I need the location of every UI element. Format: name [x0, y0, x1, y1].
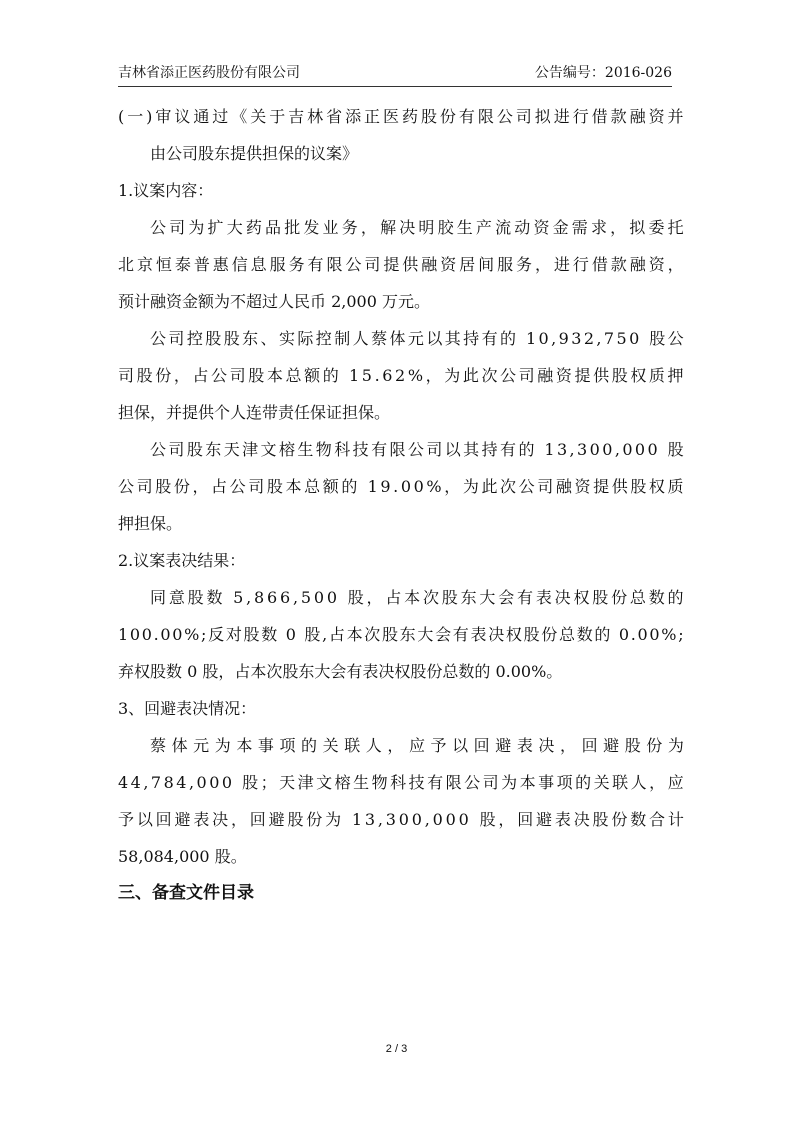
company-name: 吉林省添正医药股份有限公司: [118, 65, 300, 81]
body-text-line: 同 意 股 数 5 , 8 6 6 , 5 0 0 股 ， 占 本 次 股 东 大 会 有 表 决 权 股 份 总 数 的: [150, 588, 684, 607]
body-text-line: 司 股 份 ， 占 公 司 股 本 总 额 的 1 5 . 6 2 % ， 为 此 次 公 司 融 资 提 供 股 权 质 押: [118, 366, 684, 385]
body-text-line: 弃权股数 0 股，占本次股东大会有表决权股份总数的 0.00%。: [118, 662, 563, 681]
body-text-line: 押担保。: [118, 514, 183, 533]
section-heading: 三、备查文件目录: [118, 883, 254, 903]
body-text-line: 1.议案内容：: [118, 181, 214, 200]
body-text-line: 蔡 体 元 为 本 事 项 的 关 联 人 ， 应 予 以 回 避 表 决 ， 回 避 股 份 为: [150, 736, 684, 755]
body-text-line: 1 0 0 . 0 0 % ; 反 对 股 数 0 股 , 占 本 次 股 东 大 会 有 表 决 权 股 份 总 数 的 0 . 0 0 % ;: [118, 625, 684, 644]
body-text-line: 3、回避表决情况：: [118, 699, 257, 718]
body-text-line: 预计融资金额为不超过人民币 2,000 万元。: [118, 292, 430, 311]
notice-number: 公告编号：2016-026: [534, 65, 672, 81]
document-body: [118, 98, 684, 912]
body-text-line: 4 4 , 7 8 4 , 0 0 0 股 ； 天 津 文 榕 生 物 科 技 有 限 公 司 为 本 事 项 的 关 联 人 ， 应: [118, 773, 684, 792]
page-number: 2 / 3: [385, 1043, 408, 1055]
body-text-line: 公 司 股 份 ， 占 公 司 股 本 总 额 的 1 9 . 0 0 % ， 为 此 次 公 司 融 资 提 供 股 权 质: [118, 477, 684, 496]
body-text-line: 公 司 控 股 股 东 、 实 际 控 制 人 蔡 体 元 以 其 持 有 的 1 0 , 9 3 2 , 7 5 0 股 公: [150, 329, 684, 348]
page-header: [118, 58, 672, 87]
body-text-line: 公 司 股 东 天 津 文 榕 生 物 科 技 有 限 公 司 以 其 持 有 的 1 3 , 3 0 0 , 0 0 0 股: [150, 440, 684, 459]
body-text-line: 予 以 回 避 表 决 ， 回 避 股 份 为 1 3 , 3 0 0 , 0 0 0 股 ， 回 避 表 决 股 份 数 合 计: [118, 810, 684, 829]
body-text-line: 公 司 为 扩 大 药 品 批 发 业 务 ， 解 决 明 胶 生 产 流 动 资 金 需 求 ， 拟 委 托: [150, 218, 684, 237]
body-text-line: 由公司股东提供担保的议案》: [150, 144, 359, 163]
body-text-line: 58,084,000 股。: [118, 847, 247, 866]
body-text-line: ( 一 ) 审 议 通 过 《 关 于 吉 林 省 添 正 医 药 股 份 有 限 公 司 拟 进 行 借 款 融 资 并: [118, 107, 684, 126]
body-text-line: 北 京 恒 泰 普 惠 信 息 服 务 有 限 公 司 提 供 融 资 居 间 服 务 ， 进 行 借 款 融 资 ，: [118, 255, 684, 274]
body-text-line: 担保，并提供个人连带责任保证担保。: [118, 403, 391, 422]
body-text-line: 2.议案表决结果：: [118, 551, 246, 570]
